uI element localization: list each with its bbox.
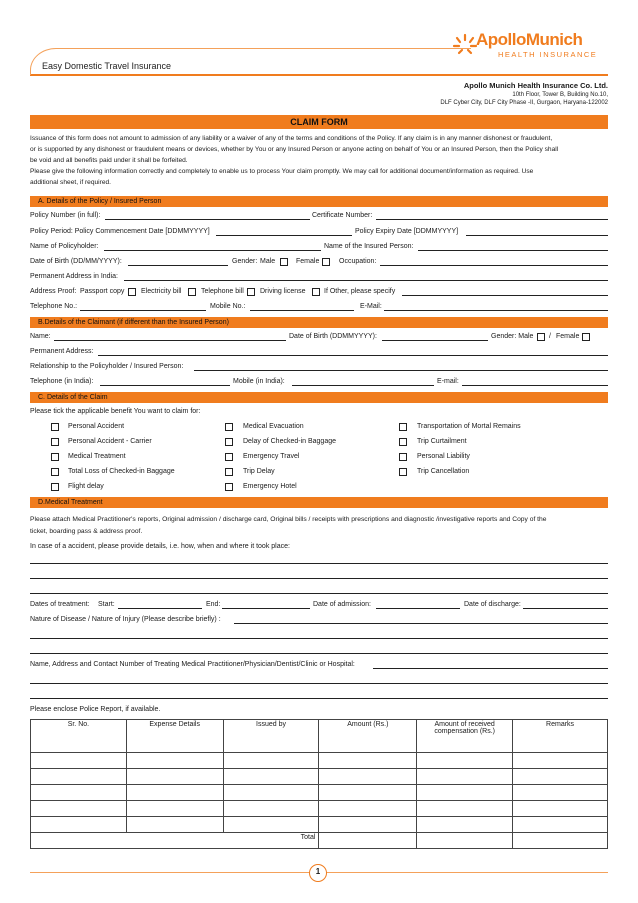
claimant-female-checkbox[interactable] <box>582 333 590 341</box>
table-cell[interactable] <box>223 769 319 785</box>
label-policyholder-name: Name of Policyholder: <box>30 243 99 250</box>
insured-name-field[interactable] <box>418 250 608 251</box>
female-checkbox[interactable] <box>322 258 330 266</box>
benefit-label: Personal Accident <box>68 423 125 430</box>
table-cell[interactable] <box>126 817 223 833</box>
label-gender: Gender: <box>232 258 258 265</box>
table-cell[interactable] <box>223 817 319 833</box>
table-row <box>31 817 608 833</box>
table-row <box>31 785 608 801</box>
table-cell[interactable] <box>417 785 513 801</box>
table-cell[interactable] <box>319 753 417 769</box>
table-cell[interactable] <box>126 801 223 817</box>
claimant-male-checkbox[interactable] <box>537 333 545 341</box>
label-male: Male <box>260 258 276 265</box>
practitioner-field[interactable] <box>373 668 608 669</box>
electricity-checkbox[interactable] <box>188 288 196 296</box>
table-cell[interactable] <box>126 769 223 785</box>
benefit-label: Delay of Checked-in Baggage <box>243 438 337 445</box>
label-telephone-bill: Telephone bill <box>201 288 244 295</box>
benefit-checkbox[interactable] <box>399 468 407 476</box>
table-cell[interactable] <box>513 801 608 817</box>
label-dob: Date of Birth (DD/MM/YYYY): <box>30 258 122 265</box>
telephone-bill-checkbox[interactable] <box>247 288 255 296</box>
benefit-checkbox[interactable] <box>225 453 233 461</box>
table-cell[interactable] <box>319 817 417 833</box>
benefit-checkbox[interactable] <box>51 453 59 461</box>
accident-prompt: In case of a accident, please provide details, i.e. how, when and where it took place: <box>30 543 290 550</box>
benefit-label: Personal Liability <box>417 453 470 460</box>
accident-line[interactable] <box>30 578 608 579</box>
brand-name: ApolloMunich <box>476 30 583 49</box>
table-cell[interactable] <box>31 753 127 769</box>
label-electricity: Electricity bill <box>141 288 182 295</box>
claimant-name-field[interactable] <box>54 340 286 341</box>
benefit-label: Personal Accident - Carrier <box>68 438 152 445</box>
other-proof-field[interactable] <box>402 295 608 296</box>
attach-line-2: ticket, boarding pass & address proof. <box>30 528 143 535</box>
disease-line[interactable] <box>30 638 608 639</box>
label-claimant-mobile: Mobile (in India): <box>233 378 285 385</box>
label-telephone: Telephone No.: <box>30 303 78 310</box>
police-report-note: Please enclose Police Report, if available. <box>30 706 161 713</box>
table-cell[interactable] <box>513 817 608 833</box>
discharge-date-field[interactable] <box>523 608 608 609</box>
intro-line-5: additional sheet, if required. <box>30 179 112 186</box>
certificate-number-field[interactable] <box>376 219 608 220</box>
male-checkbox[interactable] <box>280 258 288 266</box>
label-email: E-Mail: <box>360 303 382 310</box>
benefit-checkbox[interactable] <box>225 483 233 491</box>
table-cell[interactable] <box>31 801 127 817</box>
label-claimant-gender: Gender: Male <box>491 333 534 340</box>
table-row <box>31 769 608 785</box>
header-cell: Amount of received compensation (Rs.) <box>417 720 513 753</box>
permanent-address-field[interactable] <box>124 280 608 281</box>
table-row <box>31 753 608 769</box>
table-cell[interactable] <box>223 785 319 801</box>
practitioner-line[interactable] <box>30 683 608 684</box>
label-passport: Passport copy <box>80 288 125 295</box>
mobile-field[interactable] <box>250 310 354 311</box>
label-mobile: Mobile No.: <box>210 303 246 310</box>
label-admission: Date of admission: <box>313 601 371 608</box>
label-policy-number: Policy Number (in full): <box>30 212 101 219</box>
benefit-checkbox[interactable] <box>51 483 59 491</box>
table-cell[interactable] <box>513 753 608 769</box>
section-a-title: A. Details of the Policy / Insured Person <box>38 198 162 205</box>
occupation-field[interactable] <box>380 265 608 266</box>
label-address-proof: Address Proof: <box>30 288 77 295</box>
table-cell[interactable] <box>417 801 513 817</box>
table-cell[interactable] <box>126 753 223 769</box>
disease-line[interactable] <box>30 653 608 654</box>
disease-field[interactable] <box>234 623 608 624</box>
benefit-label: Medical Treatment <box>68 453 126 460</box>
benefit-label: Transportation of Mortal Remains <box>417 423 521 430</box>
apollo-logo <box>450 30 610 66</box>
table-cell[interactable] <box>319 769 417 785</box>
label-driving-license: Driving license <box>260 288 306 295</box>
label-certificate-number: Certificate Number: <box>312 212 373 219</box>
benefit-label: Trip Curtailment <box>417 438 467 445</box>
relationship-field[interactable] <box>194 370 608 371</box>
label-claimant-name: Name: <box>30 333 51 340</box>
policy-expiry-field[interactable] <box>466 235 608 236</box>
label-claimant-female: Female <box>556 333 580 340</box>
benefit-checkbox[interactable] <box>399 438 407 446</box>
header-cell: Expense Details <box>126 720 223 753</box>
header-cell: Remarks <box>513 720 608 753</box>
intro-line-4: Please give the following information correctly and completely to enable us to process Your claim promptly. We may call for additional document/information as required. Use <box>30 168 534 175</box>
label-claimant-address: Permanent Address: <box>30 348 94 355</box>
total-amount-cell[interactable] <box>319 833 417 849</box>
attach-line-1: Please attach Medical Practitioner's reports, Original admission / discharge card, Original bills / receipts with prescriptions and diagnostic /investigative reports and Copy of the <box>30 516 547 523</box>
table-cell[interactable] <box>513 785 608 801</box>
total-row <box>31 833 608 849</box>
table-cell[interactable] <box>319 785 417 801</box>
total-compensation-cell[interactable] <box>417 833 513 849</box>
section-c-header <box>30 392 608 403</box>
label-dates-treatment: Dates of treatment: <box>30 601 90 608</box>
intro-line-1: Issuance of this form does not amount to admission of any liability or a waiver of any of the terms and conditions of the Policy. If any claim is in any manner dishonest or fraudulent, <box>30 135 553 142</box>
policyholder-name-field[interactable] <box>104 250 321 251</box>
policy-commencement-field[interactable] <box>216 235 352 236</box>
email-field[interactable] <box>384 310 608 311</box>
label-disease: Nature of Disease / Nature of Injury (Please describe briefly) : <box>30 616 221 623</box>
table-cell[interactable] <box>126 785 223 801</box>
expense-table <box>30 719 608 849</box>
table-cell[interactable] <box>319 801 417 817</box>
table-cell[interactable] <box>417 769 513 785</box>
page-number: 1 <box>315 867 321 876</box>
claimant-address-field[interactable] <box>98 355 608 356</box>
policy-number-field[interactable] <box>105 219 310 220</box>
benefit-checkbox[interactable] <box>225 468 233 476</box>
benefit-checkbox[interactable] <box>225 438 233 446</box>
claimant-mobile-field[interactable] <box>292 385 434 386</box>
benefit-checkbox[interactable] <box>225 423 233 431</box>
section-a-header <box>30 196 608 207</box>
section-d-header <box>30 497 608 508</box>
label-female: Female <box>296 258 320 265</box>
label-discharge: Date of discharge: <box>464 601 521 608</box>
table-header-row <box>31 720 608 753</box>
benefit-checkbox[interactable] <box>399 453 407 461</box>
label-policy-expiry: Policy Expiry Date [DDMMYYYY] <box>355 228 459 235</box>
table-row <box>31 801 608 817</box>
practitioner-line[interactable] <box>30 698 608 699</box>
section-d-title: D.Medical Treatment <box>38 499 103 506</box>
claimant-dob-field[interactable] <box>382 340 488 341</box>
passport-checkbox[interactable] <box>128 288 136 296</box>
label-practitioner: Name, Address and Contact Number of Treating Medical Practitioner/Physician/Dentist/Clinic or Hospital: <box>30 661 355 668</box>
table-cell[interactable] <box>223 753 319 769</box>
label-permanent-address: Permanent Address in India: <box>30 273 118 280</box>
label-start: Start: <box>98 601 115 608</box>
benefit-label: Emergency Travel <box>243 453 300 460</box>
benefit-label: Medical Evacuation <box>243 423 304 430</box>
table-cell[interactable] <box>223 801 319 817</box>
total-remarks-cell[interactable] <box>513 833 608 849</box>
intro-line-3: be void and all benefits paid under it shall be forfeited. <box>30 157 188 164</box>
admission-date-field[interactable] <box>376 608 460 609</box>
company-address-2: DLF Cyber City, DLF City Phase -II, Gurgaon, Haryana-122002 <box>440 100 608 106</box>
driving-license-checkbox[interactable] <box>312 288 320 296</box>
label-end: End: <box>206 601 221 608</box>
table-cell[interactable] <box>513 769 608 785</box>
intro-line-2: or is supported by any dishonest or fraudulent means or devices, whether by You or any Insured Person or anyone acting on behalf of You or an Insured Person, then the Policy shall <box>30 146 559 153</box>
table-cell[interactable] <box>31 769 127 785</box>
form-title: CLAIM FORM <box>290 117 348 127</box>
accident-line[interactable] <box>30 593 608 594</box>
table-cell[interactable] <box>31 785 127 801</box>
claimant-email-field[interactable] <box>462 385 608 386</box>
gender-slash: / <box>549 333 551 340</box>
table-cell[interactable] <box>417 817 513 833</box>
benefit-label: Total Loss of Checked-in Baggage <box>68 468 175 475</box>
company-address-1: 10th Floor, Tower B, Building No.10, <box>512 92 608 98</box>
claimant-telephone-field[interactable] <box>100 385 230 386</box>
benefit-checkbox[interactable] <box>51 468 59 476</box>
label-occupation: Occupation: <box>339 258 377 265</box>
header-cell: Issued by <box>223 720 319 753</box>
accident-line[interactable] <box>30 563 608 564</box>
benefit-instruction: Please tick the applicable benefit You want to claim for: <box>30 408 201 415</box>
section-c-title: C. Details of the Claim <box>38 394 108 401</box>
benefit-label: Trip Delay <box>243 468 275 475</box>
benefit-label: Trip Cancellation <box>417 468 470 475</box>
brand-sub: HEALTH INSURANCE <box>498 50 598 59</box>
section-b-header <box>30 317 608 328</box>
benefit-label: Emergency Hotel <box>243 483 297 490</box>
benefit-label: Flight delay <box>68 483 104 490</box>
treatment-end-field[interactable] <box>222 608 310 609</box>
benefit-checkbox[interactable] <box>399 423 407 431</box>
section-b-title: B.Details of the Claimant (if different than the Insured Person) <box>38 319 229 326</box>
treatment-start-field[interactable] <box>118 608 202 609</box>
benefit-checkbox[interactable] <box>51 438 59 446</box>
label-policy-period: Policy Period: Policy Commencement Date [DDMMYYYY] <box>30 228 210 235</box>
label-relationship: Relationship to the Policyholder / Insured Person: <box>30 363 184 370</box>
dob-field[interactable] <box>128 265 228 266</box>
table-cell[interactable] <box>31 817 127 833</box>
total-label: Total <box>31 833 319 849</box>
table-cell[interactable] <box>417 753 513 769</box>
label-claimant-telephone: Telephone (in India): <box>30 378 94 385</box>
telephone-field[interactable] <box>80 310 206 311</box>
header-cell: Amount (Rs.) <box>319 720 417 753</box>
header-cell: Sr. No. <box>31 720 127 753</box>
label-other-proof: If Other, please specify <box>324 288 396 295</box>
label-claimant-email: E-mail: <box>437 378 459 385</box>
label-claimant-dob: Date of Birth (DDMMYYYY): <box>289 333 377 340</box>
product-title: Easy Domestic Travel Insurance <box>42 61 172 71</box>
benefit-checkbox[interactable] <box>51 423 59 431</box>
company-name: Apollo Munich Health Insurance Co. Ltd. <box>463 81 608 90</box>
label-insured-name: Name of the Insured Person: <box>324 243 414 250</box>
